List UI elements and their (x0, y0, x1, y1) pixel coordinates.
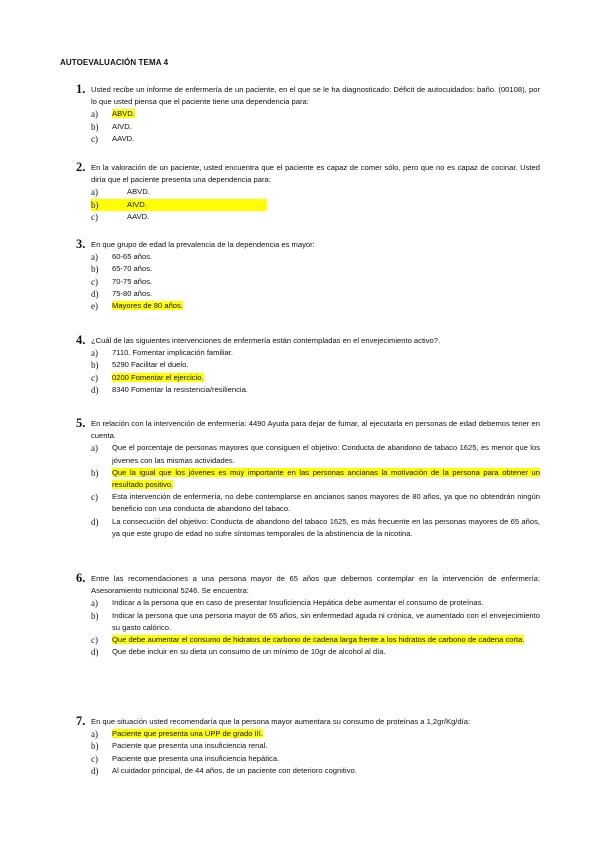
option-b (91, 121, 540, 133)
option-c (91, 211, 540, 223)
option-text: ABVD. (127, 187, 150, 197)
option-letter: c) (91, 635, 98, 646)
option-d (91, 516, 540, 540)
option-a (91, 728, 540, 740)
option-letter: a) (91, 187, 98, 198)
option-a (91, 597, 540, 609)
option-text: 75-80 años. (112, 288, 153, 298)
option-letter: c) (91, 753, 98, 764)
question-number: 6. (76, 571, 86, 585)
option-b (91, 359, 540, 371)
option-letter: b) (91, 121, 99, 132)
option-letter: b) (91, 741, 99, 752)
option-text: 60-65 años. (112, 252, 153, 262)
option-text: La consecución del objetivo: Conducta de abandono del tabaco 1625, es más frecuente en las personas mayores de 65 años, ya que este grupo de edad no sufre síntomas temporales de la abstinencia de la nicotina. (112, 516, 540, 538)
option-letter: d) (91, 288, 99, 299)
question-text: En relación con la intervención de enfermería: 4490 Ayuda para dejar de fumar, al ejecutarla en personas de edad debemos tener en cuenta. (91, 419, 540, 441)
option-letter: b) (91, 264, 99, 275)
option-text-highlighted: Paciente que presenta una UPP de grado III. (112, 729, 263, 739)
option-text-highlighted: Que la igual que los jóvenes es muy importante en las personas ancianas la motivación de la persona para obtener un resultado positivo. (112, 467, 540, 490)
option-c (91, 491, 540, 515)
question-number: 5. (76, 416, 86, 430)
option-text: Indicar a la persona que en caso de presentar Insuficiencia Hepática debe aumentar el consumo de proteínas. (112, 598, 484, 608)
option-text: 70-75 años. (112, 276, 153, 286)
option-letter: b) (91, 610, 99, 621)
option-c (91, 276, 540, 288)
option-b (91, 199, 267, 211)
option-letter: d) (91, 384, 99, 395)
question-2 (60, 162, 540, 223)
question-number: 7. (76, 714, 86, 728)
option-letter: c) (91, 372, 98, 383)
option-letter: b) (91, 199, 99, 210)
option-text: Que el porcentaje de personas mayores que consiguen el objetivo: Conducta de abandono de tabaco 1625, es menor que los jóvenes con las mismas actividades. (112, 443, 540, 465)
option-letter: c) (91, 211, 98, 222)
option-letter: d) (91, 765, 99, 776)
option-c (91, 753, 540, 765)
question-number: 3. (76, 237, 86, 251)
option-text: Paciente que presenta una insuficiencia renal. (112, 741, 268, 751)
option-text: 7110. Fomentar implicación familiar. (112, 348, 233, 358)
option-text: AAVD. (127, 211, 150, 221)
option-text-highlighted: 0200 Fomentar el ejercicio. (112, 372, 204, 382)
option-letter: a) (91, 443, 98, 454)
question-text: En que situación usted recomendaría que la persona mayor aumentara su consumo de proteínas a 1,2gr/Kg/día: (91, 717, 471, 726)
option-letter: b) (91, 467, 99, 478)
option-a (91, 251, 540, 263)
option-text: AAVD. (112, 133, 135, 143)
option-text-highlighted: ABVD. (112, 109, 135, 119)
option-a (91, 186, 540, 198)
option-letter: d) (91, 516, 99, 527)
option-letter: a) (91, 729, 98, 740)
option-letter: e) (91, 301, 98, 312)
question-3 (60, 239, 540, 312)
question-5 (60, 418, 540, 540)
option-letter: b) (91, 360, 99, 371)
option-letter: c) (91, 133, 98, 144)
option-c (91, 133, 540, 145)
option-text: Al cuidador principal, de 44 años, de un paciente con deterioro cognitivo. (112, 765, 357, 775)
question-text: En que grupo de edad la prevalencia de la dependencia es mayor: (91, 240, 315, 249)
option-text: Indicar la persona que una persona mayor de 65 años, sin enfermedad aguda ni crónica, ve aumentado con el envejecimiento su gasto calórico. (112, 610, 540, 632)
option-text-highlighted: Mayores de 80 años. (112, 301, 183, 311)
question-6 (60, 573, 540, 658)
option-text: 8340 Fomentar la resistencia/resiliencia. (112, 384, 248, 394)
option-b (91, 610, 540, 634)
option-letter: c) (91, 492, 98, 503)
option-d (91, 765, 540, 777)
question-text: ¿Cuál de las siguientes intervenciones de enfermería están contempladas en el envejecimiento activo?. (91, 336, 441, 345)
option-text-highlighted: Que debe aumentar el consumo de hidratos de carbono de cadena larga frente a los hidratos de carbono de cadena corta. (112, 635, 525, 645)
option-b (91, 467, 540, 491)
question-text: En la valoración de un paciente, usted encuentra que el paciente es capaz de comer sólo, pero que no es capaz de cocinar. Usted diría que el paciente presenta una dependencia para: (91, 163, 540, 185)
option-d (91, 384, 540, 396)
question-number: 1. (76, 82, 86, 96)
question-number: 2. (76, 160, 86, 174)
option-b (91, 740, 540, 752)
question-text: Entre las recomendaciones a una persona mayor de 65 años que debemos contemplar en la intervención de enfermería: Asesoramiento nutricional 5246. Se encuentra: (91, 574, 540, 596)
option-letter: a) (91, 252, 98, 263)
question-7 (60, 716, 540, 777)
option-d (91, 288, 540, 300)
option-b (91, 263, 540, 275)
option-text: Paciente que presenta una insuficiencia hepática. (112, 753, 280, 763)
option-text-highlighted: AIVD. (127, 199, 147, 209)
option-a (91, 108, 540, 120)
option-d (91, 646, 540, 658)
option-a (91, 347, 540, 359)
question-number: 4. (76, 333, 86, 347)
option-text: Que debe incluir en su dieta un consumo de un mínimo de 10gr de alcohol al día. (112, 647, 386, 657)
option-text: Esta intervención de enfermería, no debe contemplarse en ancianos sanos mayores de 80 años, ya que no obtendrán ningún beneficio con una conducta de abandono del tabaco. (112, 492, 540, 514)
option-e (91, 300, 540, 312)
option-text: 5290 Facilitar el duelo. (112, 360, 189, 370)
question-text: Usted recibe un informe de enfermería de un paciente, en el que se le ha diagnosticado: Déficit de autocuidados: baño. (00108), por lo que usted piensa que el paciente tiene una dependencia para: (91, 85, 540, 107)
option-letter: a) (91, 598, 98, 609)
option-text: 65-70 años. (112, 264, 153, 274)
document-title: AUTOEVALUACIÓN TEMA 4 (60, 58, 169, 67)
option-letter: d) (91, 647, 99, 658)
option-letter: a) (91, 109, 98, 120)
question-1 (60, 84, 540, 145)
option-c (91, 372, 540, 384)
option-a (91, 442, 540, 466)
option-c (91, 634, 540, 646)
question-4 (60, 335, 540, 396)
option-text: AIVD. (112, 121, 132, 131)
option-letter: c) (91, 276, 98, 287)
option-letter: a) (91, 348, 98, 359)
